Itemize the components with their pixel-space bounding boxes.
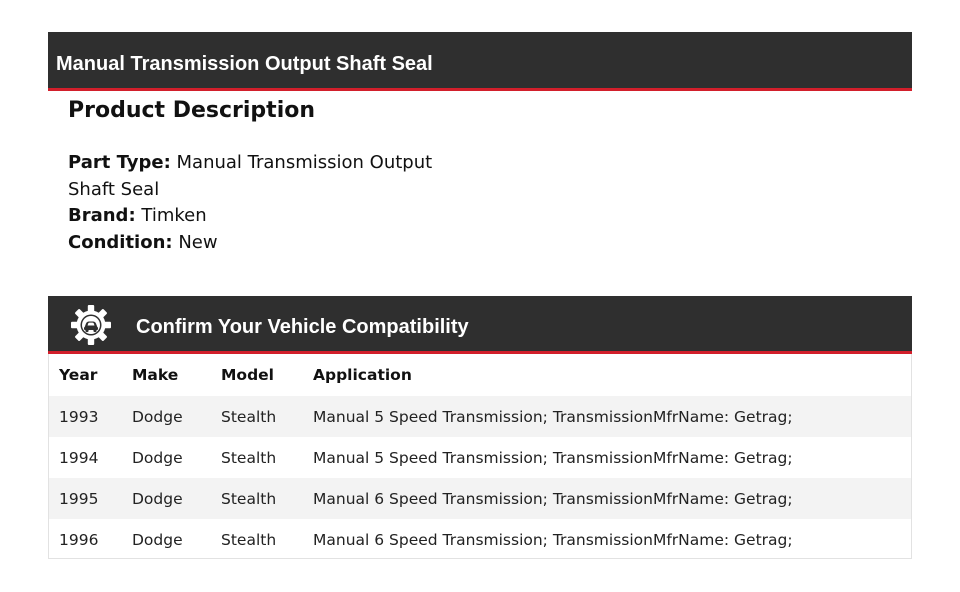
compatibility-title: Confirm Your Vehicle Compatibility: [136, 316, 469, 338]
table-row: [49, 478, 911, 519]
product-title: Manual Transmission Output Shaft Seal: [56, 53, 433, 75]
compatibility-table: [48, 354, 912, 559]
spec-list: [68, 150, 468, 256]
spec-value: Manual Transmission Output Shaft Seal: [68, 152, 433, 200]
table-row: [49, 519, 911, 560]
spec-part-type: [68, 150, 433, 203]
spec-key: Condition:: [68, 231, 173, 253]
cell-model: Stealth: [221, 490, 277, 508]
cell-application: Manual 5 Speed Transmission; TransmissionMfrName: Getrag;: [313, 449, 793, 467]
cell-make: Dodge: [132, 408, 183, 426]
cell-model: Stealth: [221, 449, 277, 467]
product-title-bar: [48, 32, 912, 91]
compatibility-bar: [48, 296, 912, 354]
cell-year: 1995: [59, 490, 99, 508]
spec-condition: [68, 230, 468, 257]
spec-value: New: [178, 231, 218, 253]
cell-application: Manual 6 Speed Transmission; TransmissionMfrName: Getrag;: [313, 531, 793, 549]
description-heading: Product Description: [68, 98, 316, 123]
gear-car-icon: [70, 304, 112, 346]
cell-year: 1996: [59, 531, 99, 549]
cell-year: 1993: [59, 408, 99, 426]
cell-make: Dodge: [132, 449, 183, 467]
cell-make: Dodge: [132, 490, 183, 508]
cell-year: 1994: [59, 449, 99, 467]
table-header-row: [49, 354, 911, 396]
spec-key: Part Type:: [68, 152, 171, 173]
table-row: [49, 437, 911, 478]
spec-value: Timken: [141, 205, 207, 226]
cell-application: Manual 6 Speed Transmission; TransmissionMfrName: Getrag;: [313, 490, 793, 508]
table-row: [49, 396, 911, 437]
column-header-model: Model: [221, 366, 274, 384]
cell-make: Dodge: [132, 531, 183, 549]
cell-model: Stealth: [221, 531, 277, 549]
product-description: [68, 94, 468, 256]
column-header-application: Application: [313, 366, 412, 384]
column-header-year: Year: [59, 366, 98, 384]
column-header-make: Make: [132, 366, 179, 384]
cell-model: Stealth: [221, 408, 277, 426]
spec-brand: [68, 203, 468, 230]
spec-key: Brand:: [68, 205, 136, 226]
cell-application: Manual 5 Speed Transmission; TransmissionMfrName: Getrag;: [313, 408, 793, 426]
